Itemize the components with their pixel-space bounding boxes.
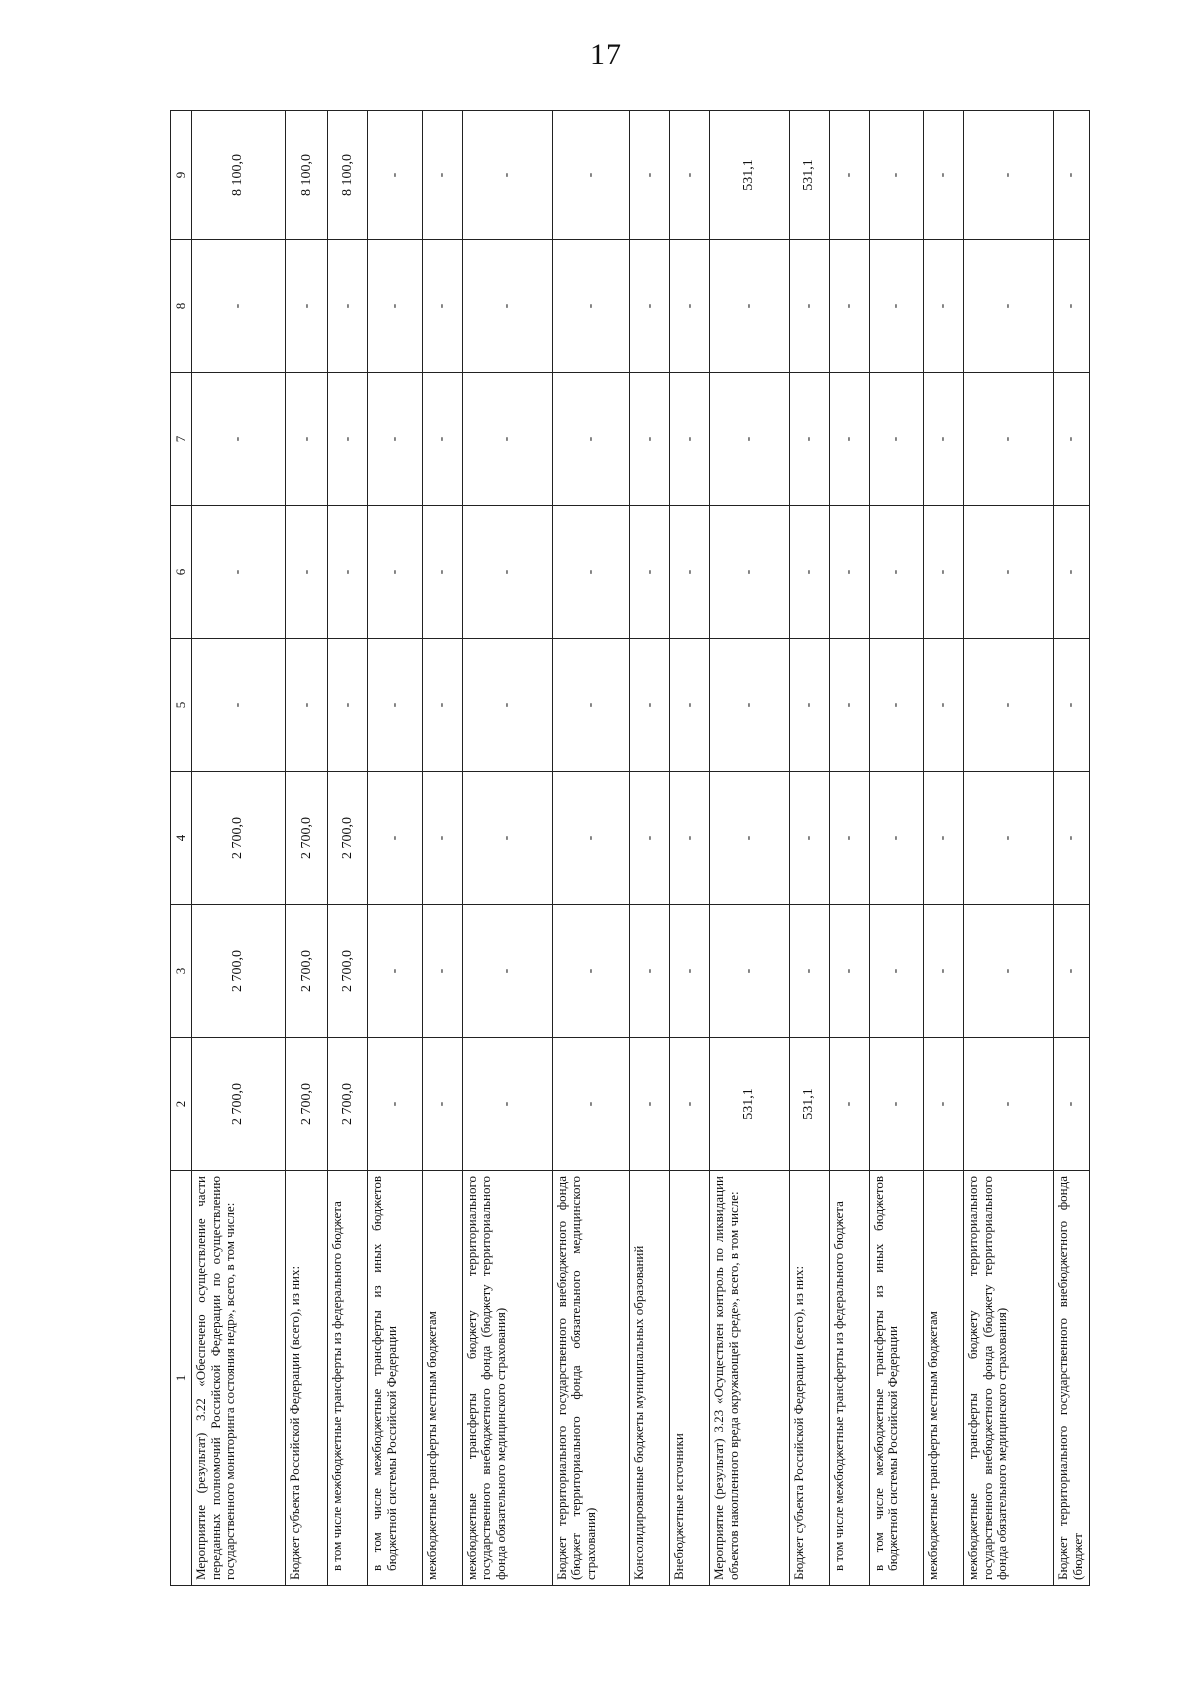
value-cell-col-5: - xyxy=(964,639,1054,772)
value-cell-col-5: - xyxy=(368,639,423,772)
value-cell-col-4: - xyxy=(670,772,710,905)
value-cell-col-8: - xyxy=(462,240,552,373)
value-cell-col-3: - xyxy=(869,905,924,1038)
value-cell-col-2: - xyxy=(552,1038,630,1171)
value-cell-col-9: - xyxy=(1054,111,1090,240)
value-cell-col-4: - xyxy=(630,772,670,905)
value-cell-col-7: - xyxy=(368,373,423,506)
value-cell-col-9: - xyxy=(422,111,462,240)
value-cell-col-2: 531,1 xyxy=(789,1038,829,1171)
value-cell-col-4: - xyxy=(869,772,924,905)
value-cell-col-3: - xyxy=(1054,905,1090,1038)
value-cell-col-6: - xyxy=(368,506,423,639)
value-cell-col-3: - xyxy=(630,905,670,1038)
value-cell-col-4: 2 700,0 xyxy=(328,772,368,905)
table-row xyxy=(328,111,368,1586)
value-cell-col-3: - xyxy=(670,905,710,1038)
value-cell-col-8: - xyxy=(368,240,423,373)
value-cell-col-8: - xyxy=(1054,240,1090,373)
value-cell-col-7: - xyxy=(286,373,328,506)
value-cell-col-5: - xyxy=(630,639,670,772)
value-cell-col-5: - xyxy=(552,639,630,772)
value-cell-col-8: - xyxy=(552,240,630,373)
column-header-3: 3 xyxy=(171,905,192,1038)
value-cell-col-6: - xyxy=(789,506,829,639)
rotated-table-container xyxy=(170,111,1090,1586)
value-cell-col-9: - xyxy=(829,111,869,240)
row-label: в том числе межбюджетные трансферты из федерального бюджета xyxy=(328,1171,368,1586)
table-row xyxy=(286,111,328,1586)
value-cell-col-8: - xyxy=(328,240,368,373)
table-row xyxy=(630,111,670,1586)
value-cell-col-2: - xyxy=(670,1038,710,1171)
value-cell-col-2: - xyxy=(630,1038,670,1171)
value-cell-col-4: - xyxy=(964,772,1054,905)
value-cell-col-6: - xyxy=(192,506,286,639)
table-row xyxy=(670,111,710,1586)
value-cell-col-6: - xyxy=(924,506,964,639)
value-cell-col-5: - xyxy=(670,639,710,772)
table-row xyxy=(552,111,630,1586)
value-cell-col-8: - xyxy=(286,240,328,373)
value-cell-col-6: - xyxy=(286,506,328,639)
value-cell-col-2: - xyxy=(1054,1038,1090,1171)
table-row xyxy=(462,111,552,1586)
value-cell-col-2: - xyxy=(869,1038,924,1171)
table-row xyxy=(422,111,462,1586)
value-cell-col-5: - xyxy=(192,639,286,772)
value-cell-col-4: 2 700,0 xyxy=(192,772,286,905)
value-cell-col-9: - xyxy=(670,111,710,240)
value-cell-col-8: - xyxy=(964,240,1054,373)
value-cell-col-9: - xyxy=(924,111,964,240)
row-label: Мероприятие (результат) 3.23 «Осуществлен контроль по ликвидации объектов накопленного вреда окружающей среде», всего, в том числе: xyxy=(710,1171,790,1586)
table-row xyxy=(829,111,869,1586)
value-cell-col-7: - xyxy=(869,373,924,506)
value-cell-col-7: - xyxy=(924,373,964,506)
value-cell-col-7: - xyxy=(552,373,630,506)
row-label: в том числе межбюджетные трансферты из иных бюджетов бюджетной системы Российской Федерации xyxy=(869,1171,924,1586)
row-label: Бюджет субъекта Российской Федерации (всего), из них: xyxy=(286,1171,328,1586)
value-cell-col-2: 2 700,0 xyxy=(286,1038,328,1171)
column-header-1: 1 xyxy=(171,1171,192,1586)
value-cell-col-2: - xyxy=(924,1038,964,1171)
value-cell-col-9: - xyxy=(630,111,670,240)
table-row xyxy=(192,111,286,1586)
value-cell-col-2: 2 700,0 xyxy=(328,1038,368,1171)
value-cell-col-6: - xyxy=(869,506,924,639)
value-cell-col-7: - xyxy=(192,373,286,506)
row-label: в том числе межбюджетные трансферты из иных бюджетов бюджетной системы Российской Федерации xyxy=(368,1171,423,1586)
column-header-2: 2 xyxy=(171,1038,192,1171)
value-cell-col-5: - xyxy=(829,639,869,772)
row-label: Консолидированные бюджеты муниципальных образований xyxy=(630,1171,670,1586)
row-label: Бюджет территориального государственного внебюджетного фонда (бюджет xyxy=(1054,1171,1090,1586)
row-label: межбюджетные трансферты бюджету территориального государственного внебюджетного фонда (бюджету территориального фонда обязательного медицинского страхования) xyxy=(462,1171,552,1586)
value-cell-col-6: - xyxy=(1054,506,1090,639)
row-label: в том числе межбюджетные трансферты из федерального бюджета xyxy=(829,1171,869,1586)
column-header-5: 5 xyxy=(171,639,192,772)
row-label: Внебюджетные источники xyxy=(670,1171,710,1586)
value-cell-col-5: - xyxy=(869,639,924,772)
value-cell-col-5: - xyxy=(1054,639,1090,772)
value-cell-col-5: - xyxy=(789,639,829,772)
value-cell-col-7: - xyxy=(1054,373,1090,506)
value-cell-col-8: - xyxy=(829,240,869,373)
value-cell-col-5: - xyxy=(710,639,790,772)
value-cell-col-6: - xyxy=(710,506,790,639)
table-row xyxy=(368,111,423,1586)
table-row xyxy=(710,111,790,1586)
value-cell-col-2: - xyxy=(829,1038,869,1171)
value-cell-col-2: - xyxy=(368,1038,423,1171)
value-cell-col-9: - xyxy=(964,111,1054,240)
budget-table xyxy=(170,110,1090,1586)
table-row xyxy=(789,111,829,1586)
value-cell-col-7: - xyxy=(422,373,462,506)
value-cell-col-9: 531,1 xyxy=(789,111,829,240)
value-cell-col-6: - xyxy=(829,506,869,639)
value-cell-col-2: 2 700,0 xyxy=(192,1038,286,1171)
value-cell-col-3: - xyxy=(789,905,829,1038)
value-cell-col-7: - xyxy=(670,373,710,506)
column-header-8: 8 xyxy=(171,240,192,373)
value-cell-col-8: - xyxy=(789,240,829,373)
value-cell-col-3: - xyxy=(924,905,964,1038)
column-header-7: 7 xyxy=(171,373,192,506)
value-cell-col-3: 2 700,0 xyxy=(192,905,286,1038)
value-cell-col-6: - xyxy=(462,506,552,639)
column-header-6: 6 xyxy=(171,506,192,639)
value-cell-col-6: - xyxy=(552,506,630,639)
value-cell-col-7: - xyxy=(789,373,829,506)
value-cell-col-4: - xyxy=(1054,772,1090,905)
row-label: межбюджетные трансферты местным бюджетам xyxy=(924,1171,964,1586)
value-cell-col-9: 8 100,0 xyxy=(192,111,286,240)
value-cell-col-3: - xyxy=(422,905,462,1038)
row-label: межбюджетные трансферты бюджету территориального государственного внебюджетного фонда (бюджету территориального фонда обязательного медицинского страхования) xyxy=(964,1171,1054,1586)
value-cell-col-3: - xyxy=(964,905,1054,1038)
value-cell-col-2: - xyxy=(462,1038,552,1171)
table-row xyxy=(1054,111,1090,1586)
value-cell-col-2: - xyxy=(422,1038,462,1171)
value-cell-col-9: - xyxy=(869,111,924,240)
value-cell-col-4: - xyxy=(422,772,462,905)
value-cell-col-8: - xyxy=(670,240,710,373)
value-cell-col-5: - xyxy=(286,639,328,772)
rotated-page-content xyxy=(170,111,1090,1586)
value-cell-col-5: - xyxy=(422,639,462,772)
value-cell-col-7: - xyxy=(829,373,869,506)
value-cell-col-9: 531,1 xyxy=(710,111,790,240)
header-row xyxy=(171,111,192,1586)
value-cell-col-9: - xyxy=(552,111,630,240)
value-cell-col-8: - xyxy=(422,240,462,373)
value-cell-col-7: - xyxy=(630,373,670,506)
value-cell-col-5: - xyxy=(462,639,552,772)
value-cell-col-8: - xyxy=(192,240,286,373)
value-cell-col-8: - xyxy=(924,240,964,373)
value-cell-col-4: - xyxy=(710,772,790,905)
value-cell-col-2: 531,1 xyxy=(710,1038,790,1171)
value-cell-col-8: - xyxy=(710,240,790,373)
table-row xyxy=(869,111,924,1586)
value-cell-col-9: 8 100,0 xyxy=(328,111,368,240)
page-number: 17 xyxy=(590,38,622,71)
value-cell-col-3: - xyxy=(710,905,790,1038)
value-cell-col-3: - xyxy=(462,905,552,1038)
value-cell-col-6: - xyxy=(422,506,462,639)
value-cell-col-4: - xyxy=(924,772,964,905)
value-cell-col-9: - xyxy=(462,111,552,240)
row-label: Бюджет территориального государственного внебюджетного фонда (бюджет территориального фонда обязательного медицинского страхования) xyxy=(552,1171,630,1586)
value-cell-col-4: - xyxy=(462,772,552,905)
table-row xyxy=(964,111,1054,1586)
value-cell-col-3: - xyxy=(552,905,630,1038)
value-cell-col-7: - xyxy=(328,373,368,506)
value-cell-col-4: - xyxy=(829,772,869,905)
value-cell-col-2: - xyxy=(964,1038,1054,1171)
value-cell-col-9: 8 100,0 xyxy=(286,111,328,240)
value-cell-col-6: - xyxy=(670,506,710,639)
row-label: межбюджетные трансферты местным бюджетам xyxy=(422,1171,462,1586)
value-cell-col-6: - xyxy=(964,506,1054,639)
value-cell-col-3: - xyxy=(829,905,869,1038)
value-cell-col-7: - xyxy=(964,373,1054,506)
value-cell-col-5: - xyxy=(924,639,964,772)
value-cell-col-9: - xyxy=(368,111,423,240)
table-row xyxy=(924,111,964,1586)
table-body xyxy=(192,111,1090,1586)
value-cell-col-3: - xyxy=(368,905,423,1038)
value-cell-col-4: - xyxy=(789,772,829,905)
table-header xyxy=(171,111,192,1586)
value-cell-col-7: - xyxy=(710,373,790,506)
row-label: Бюджет субъекта Российской Федерации (всего), из них: xyxy=(789,1171,829,1586)
row-label: Мероприятие (результат) 3.22 «Обеспечено осуществление части переданных полномочий Российской Федерации по осуществлению государственного мониторинга состояния недр», всего, в том числе: xyxy=(192,1171,286,1586)
value-cell-col-4: 2 700,0 xyxy=(286,772,328,905)
value-cell-col-3: 2 700,0 xyxy=(328,905,368,1038)
column-header-4: 4 xyxy=(171,772,192,905)
column-header-9: 9 xyxy=(171,111,192,240)
value-cell-col-7: - xyxy=(462,373,552,506)
value-cell-col-6: - xyxy=(328,506,368,639)
value-cell-col-6: - xyxy=(630,506,670,639)
value-cell-col-8: - xyxy=(869,240,924,373)
value-cell-col-8: - xyxy=(630,240,670,373)
value-cell-col-3: 2 700,0 xyxy=(286,905,328,1038)
value-cell-col-5: - xyxy=(328,639,368,772)
value-cell-col-4: - xyxy=(552,772,630,905)
value-cell-col-4: - xyxy=(368,772,423,905)
